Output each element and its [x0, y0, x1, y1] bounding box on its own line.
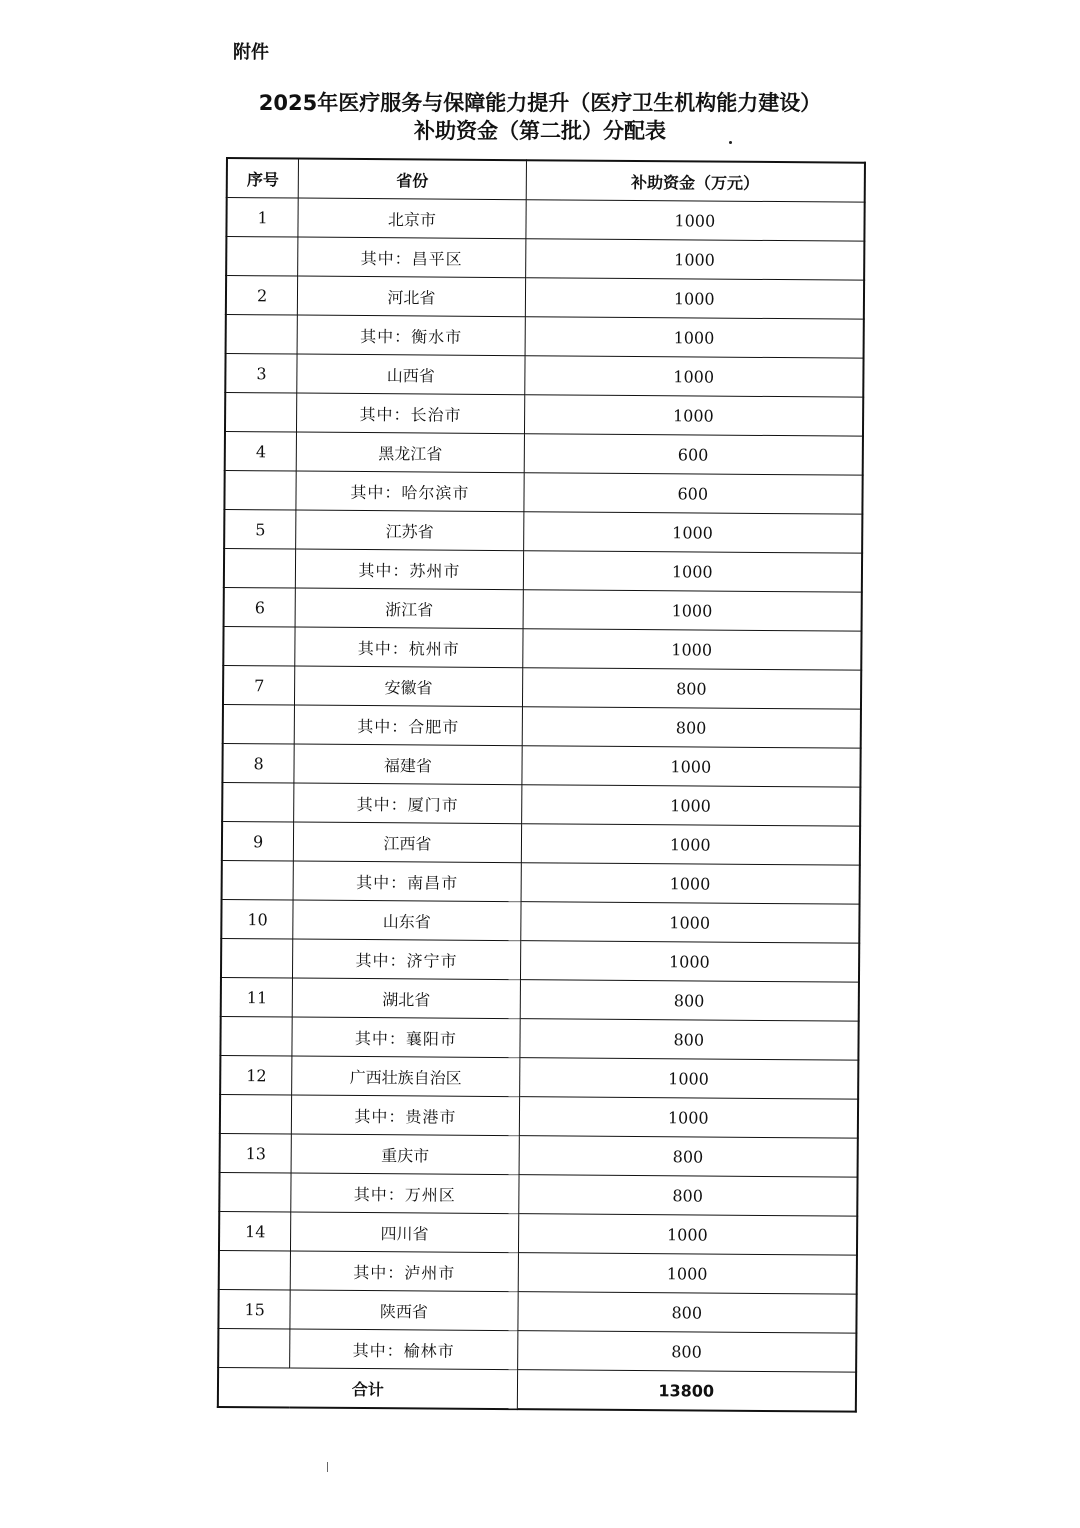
header-no: 序号 — [227, 158, 299, 198]
row-region: 其中：杭州市 — [295, 627, 523, 668]
table-row — [223, 704, 861, 748]
row-region: 山东省 — [293, 900, 521, 941]
row-region: 重庆市 — [291, 1134, 519, 1175]
row-amount: 800 — [519, 1136, 858, 1177]
scan-speck — [729, 141, 732, 144]
row-region: 其中：长治市 — [297, 393, 525, 434]
row-amount: 1000 — [525, 317, 864, 358]
row-number: 14 — [219, 1211, 291, 1251]
row-number — [219, 1172, 291, 1212]
row-number: 7 — [223, 665, 295, 705]
row-amount: 1000 — [519, 1097, 858, 1138]
row-region: 河北省 — [298, 276, 526, 317]
row-number — [225, 393, 297, 433]
row-number: 12 — [220, 1055, 292, 1095]
row-amount: 1000 — [523, 512, 862, 553]
row-amount: 1000 — [524, 395, 863, 436]
row-number — [220, 1016, 292, 1056]
row-amount: 800 — [517, 1292, 856, 1333]
row-region: 安徽省 — [295, 666, 523, 707]
table-row — [219, 1172, 857, 1216]
row-region: 江西省 — [294, 822, 522, 863]
table-row — [223, 626, 861, 670]
total-row — [218, 1367, 856, 1411]
table-row — [222, 743, 860, 787]
attachment-label: 附件 — [233, 42, 269, 63]
row-region: 其中：襄阳市 — [292, 1017, 520, 1058]
row-region: 其中：哈尔滨市 — [296, 471, 524, 512]
table-row — [220, 1055, 858, 1099]
table-row — [218, 1289, 856, 1333]
table-row — [218, 1328, 856, 1372]
table-header-row — [227, 158, 865, 202]
row-region: 其中：万州区 — [291, 1173, 519, 1214]
row-number: 8 — [222, 743, 294, 783]
total-label: 合计 — [218, 1367, 517, 1409]
row-amount: 800 — [520, 980, 859, 1021]
row-number — [222, 782, 294, 822]
row-region: 其中：厦门市 — [294, 783, 522, 824]
row-number: 10 — [221, 899, 293, 939]
table-row — [226, 198, 864, 242]
row-number — [222, 860, 294, 900]
row-amount: 1000 — [521, 785, 860, 826]
row-amount: 600 — [524, 434, 863, 475]
row-amount: 1000 — [524, 356, 863, 397]
row-amount: 1000 — [522, 629, 861, 670]
table-row — [221, 938, 859, 982]
row-number — [218, 1328, 290, 1368]
table-row — [220, 1016, 858, 1060]
row-number — [224, 548, 296, 588]
document-title-line-1: 2025年医疗服务与保障能力提升（医疗卫生机构能力建设） — [258, 91, 822, 115]
total-amount: 13800 — [517, 1370, 856, 1412]
row-number: 3 — [225, 354, 297, 394]
row-number: 5 — [224, 509, 296, 549]
row-region: 其中：南昌市 — [293, 861, 521, 902]
scan-mark — [327, 1462, 328, 1472]
row-number: 11 — [221, 977, 293, 1017]
row-amount: 800 — [518, 1175, 857, 1216]
table-row — [222, 821, 860, 865]
row-region: 其中：苏州市 — [296, 549, 524, 590]
table-row — [221, 899, 859, 943]
row-region: 广西壮族自治区 — [292, 1056, 520, 1097]
table-row — [226, 237, 864, 281]
row-amount: 1000 — [521, 863, 860, 904]
row-amount: 800 — [522, 707, 861, 748]
row-number: 6 — [224, 587, 296, 627]
row-region: 其中：济宁市 — [293, 939, 521, 980]
header-province: 省份 — [298, 159, 526, 200]
row-region: 湖北省 — [292, 978, 520, 1019]
row-amount: 1000 — [523, 590, 862, 631]
row-amount: 800 — [517, 1331, 856, 1372]
row-region: 福建省 — [294, 744, 522, 785]
table-row — [225, 354, 863, 398]
row-region: 四川省 — [291, 1212, 519, 1253]
document-title-line-2: 补助资金（第二批）分配表 — [414, 119, 666, 143]
table-row — [219, 1250, 857, 1294]
row-region: 其中：贵港市 — [292, 1095, 520, 1136]
table-row — [226, 276, 864, 320]
row-region: 山西省 — [297, 354, 525, 395]
row-amount: 1000 — [521, 746, 860, 787]
table-row — [224, 587, 862, 631]
row-region: 其中：衡水市 — [297, 315, 525, 356]
header-amount: 补助资金（万元） — [526, 160, 865, 202]
row-region: 黑龙江省 — [296, 432, 524, 473]
row-region: 其中：昌平区 — [298, 237, 526, 278]
row-number — [220, 1094, 292, 1134]
row-amount: 1000 — [519, 1058, 858, 1099]
row-number: 4 — [225, 431, 297, 471]
table-row — [224, 509, 862, 553]
row-region: 其中：合肥市 — [294, 705, 522, 746]
table-row — [219, 1211, 857, 1255]
row-amount: 800 — [519, 1019, 858, 1060]
table-row — [224, 470, 862, 514]
row-amount: 600 — [523, 473, 862, 514]
table-row — [225, 393, 863, 437]
row-amount: 1000 — [521, 824, 860, 865]
table-row — [220, 1133, 858, 1177]
row-number: 15 — [218, 1289, 290, 1329]
row-region: 其中：榆林市 — [290, 1329, 518, 1370]
row-amount: 1000 — [520, 902, 859, 943]
row-amount: 1000 — [525, 278, 864, 319]
row-region: 其中：泸州市 — [290, 1251, 518, 1292]
table-row — [222, 860, 860, 904]
row-amount: 1000 — [525, 200, 864, 241]
row-number — [226, 315, 298, 355]
table-row — [221, 977, 859, 1021]
row-number: 13 — [220, 1133, 292, 1173]
row-number: 2 — [226, 276, 298, 316]
row-number: 9 — [222, 821, 294, 861]
row-amount: 1000 — [523, 551, 862, 592]
row-number — [223, 626, 295, 666]
row-amount: 800 — [522, 668, 861, 709]
allocation-table — [217, 157, 866, 1413]
table-row — [226, 315, 864, 359]
row-number — [223, 704, 295, 744]
row-amount: 1000 — [518, 1253, 857, 1294]
row-number: 1 — [226, 198, 298, 238]
row-number — [221, 938, 293, 978]
table-row — [220, 1094, 858, 1138]
table-row — [222, 782, 860, 826]
row-number — [226, 237, 298, 277]
row-amount: 1000 — [520, 941, 859, 982]
row-region: 浙江省 — [295, 588, 523, 629]
row-amount: 1000 — [518, 1214, 857, 1255]
row-number — [219, 1250, 291, 1290]
row-region: 陕西省 — [290, 1290, 518, 1331]
row-region: 北京市 — [298, 198, 526, 239]
table-row — [224, 548, 862, 592]
row-amount: 1000 — [525, 239, 864, 280]
row-number — [224, 470, 296, 510]
table-row — [223, 665, 861, 709]
row-region: 江苏省 — [296, 510, 524, 551]
table-row — [225, 431, 863, 475]
